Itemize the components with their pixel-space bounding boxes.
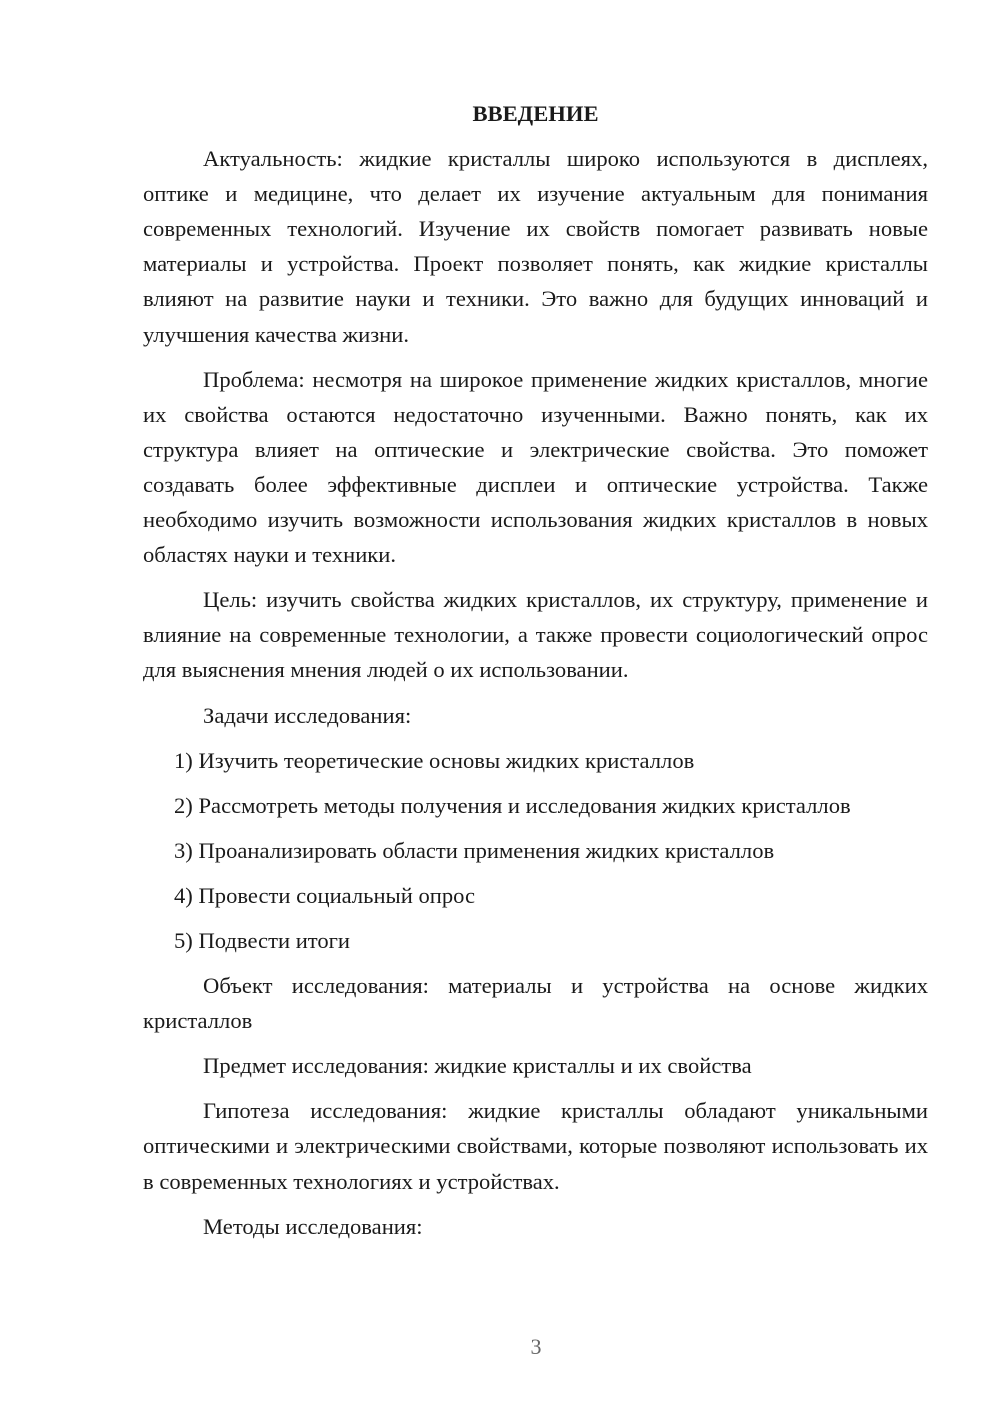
task-item-4: 4) Провести социальный опрос bbox=[174, 882, 476, 908]
paragraph-hypothesis: Гипотеза исследования: жидкие кристаллы обладают уникальными оптическими и электрическими свойствами, которые позволяют использовать их в современных технологиях и устройствах. bbox=[143, 1098, 928, 1194]
task-item-5: 5) Подвести итоги bbox=[174, 927, 351, 953]
task-item-1: 1) Изучить теоретические основы жидких кристаллов bbox=[174, 747, 695, 773]
section-title: ВВЕДЕНИЕ bbox=[472, 101, 599, 126]
tasks-heading: Задачи исследования: bbox=[203, 702, 412, 728]
paragraph-goal: Цель: изучить свойства жидких кристаллов, их структуру, применение и влияние на современные технологии, а также провести социологический опрос для выяснения мнения людей о их использовании. bbox=[143, 587, 928, 683]
page-content bbox=[143, 96, 928, 1254]
paragraph-subject: Предмет исследования: жидкие кристаллы и их свойства bbox=[203, 1053, 752, 1079]
task-item-3: 3) Проанализировать области применения жидких кристаллов bbox=[174, 837, 775, 863]
methods-heading: Методы исследования: bbox=[203, 1213, 423, 1239]
page-number: 3 bbox=[530, 1334, 542, 1359]
paragraph-relevance: Актуальность: жидкие кристаллы широко используются в дисплеях, оптике и медицине, что делает их изучение актуальным для понимания современных технологий. Изучение их свойств помогает развивать новые материалы и устройства. Проект позволяет понять, как жидкие кристаллы влияют на развитие науки и техники. Это важно для будущих инноваций и улучшения качества жизни. bbox=[143, 146, 928, 347]
task-item-2: 2) Рассмотреть методы получения и исследования жидких кристаллов bbox=[174, 792, 851, 818]
paragraph-object: Объект исследования: материалы и устройства на основе жидких кристаллов bbox=[143, 973, 928, 1034]
paragraph-problem: Проблема: несмотря на широкое применение жидких кристаллов, многие их свойства остаются недостаточно изученными. Важно понять, как их структура влияет на оптические и электрические свойства. Это поможет создавать более эффективные дисплеи и оптические устройства. Также необходимо изучить возможности использования жидких кристаллов в новых областях науки и техники. bbox=[143, 366, 928, 568]
